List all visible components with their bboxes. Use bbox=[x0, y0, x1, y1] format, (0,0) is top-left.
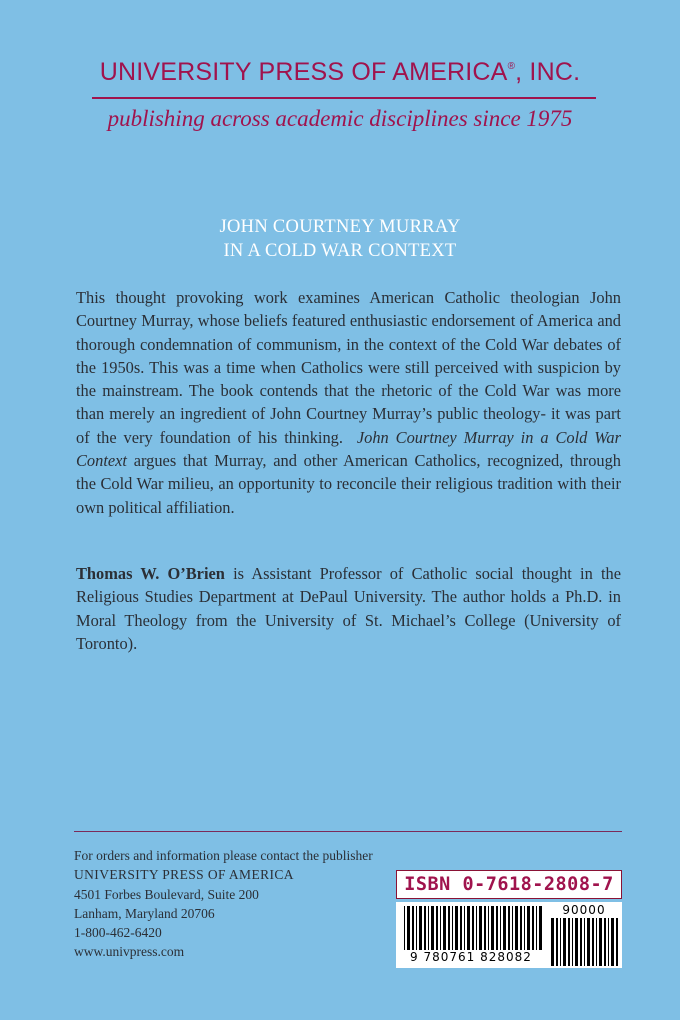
barcode-bar bbox=[428, 906, 429, 950]
barcode-bar bbox=[587, 918, 590, 966]
barcode-bar bbox=[484, 906, 486, 950]
barcode-bar bbox=[608, 918, 609, 966]
barcode-bar bbox=[551, 918, 554, 966]
barcode-bar bbox=[584, 918, 585, 966]
barcode-bar bbox=[524, 906, 525, 950]
barcode-bar bbox=[560, 918, 561, 966]
barcode-bar bbox=[440, 906, 441, 950]
barcode-bar bbox=[536, 906, 537, 950]
barcode-bar bbox=[508, 906, 510, 950]
barcode-bar bbox=[563, 918, 566, 966]
orders-address2: Lanham, Maryland 20706 bbox=[74, 905, 215, 921]
barcode-bar bbox=[575, 918, 578, 966]
barcode-bar bbox=[476, 906, 477, 950]
barcode-bar bbox=[419, 906, 422, 950]
barcode-bar bbox=[572, 918, 573, 966]
barcode-bar bbox=[431, 906, 434, 950]
barcode-bar bbox=[616, 918, 618, 966]
barcode-bar bbox=[416, 906, 417, 950]
barcode-bar bbox=[464, 906, 465, 950]
author-name: Thomas W. O’Brien bbox=[76, 564, 225, 583]
description-part2: argues that Murray, and other American Catholics, recognized, through the Cold War milieu, an opportunity to reconcile their religious tradition with their own political affiliation. bbox=[76, 451, 621, 517]
barcode-bar bbox=[596, 918, 597, 966]
isbn-label: ISBN 0-7618-2808-7 bbox=[396, 870, 622, 899]
barcode-bar bbox=[592, 918, 594, 966]
publisher-divider bbox=[92, 97, 596, 99]
author-bio bbox=[76, 562, 621, 655]
barcode-bar bbox=[404, 906, 405, 950]
barcode-bar bbox=[503, 906, 506, 950]
barcode-bar bbox=[488, 906, 489, 950]
barcode-bar bbox=[479, 906, 482, 950]
barcode-bar bbox=[539, 906, 542, 950]
book-title bbox=[0, 215, 680, 263]
barcode-bar bbox=[467, 906, 470, 950]
barcode-bar bbox=[455, 906, 458, 950]
barcode-bar bbox=[599, 918, 602, 966]
barcode-addon: 90000 bbox=[562, 903, 606, 917]
barcode-bar bbox=[412, 906, 414, 950]
barcode-bar bbox=[568, 918, 570, 966]
barcode-bar bbox=[472, 906, 474, 950]
orders-website[interactable]: www.univpress.com bbox=[74, 944, 185, 960]
barcode-number: 9 780761 828082 bbox=[410, 950, 532, 964]
barcode-bar bbox=[460, 906, 462, 950]
barcode-bar bbox=[611, 918, 614, 966]
barcode bbox=[396, 902, 622, 968]
barcode-bar bbox=[604, 918, 606, 966]
barcode-bar bbox=[436, 906, 438, 950]
barcode-bar bbox=[491, 906, 494, 950]
orders-address1: 4501 Forbes Boulevard, Suite 200 bbox=[74, 886, 259, 902]
publisher-name: UNIVERSITY PRESS OF AMERICA®, INC. bbox=[99, 58, 581, 86]
orders-intro: For orders and information please contact the publisher bbox=[74, 848, 373, 863]
barcode-bar bbox=[580, 918, 582, 966]
author-bio-text: is Assistant Professor of Catholic social thought in the Religious Studies Department at DePaul University. The author holds a Ph.D. in Moral Theology from the University of St. Michael’s College (University of Toronto). bbox=[76, 564, 621, 653]
barcode-bar bbox=[448, 906, 450, 950]
book-description bbox=[76, 286, 621, 519]
barcode-bar bbox=[424, 906, 426, 950]
barcode-bar bbox=[532, 906, 534, 950]
orders-phone: 1-800-462-6420 bbox=[74, 925, 162, 941]
barcode-bar bbox=[496, 906, 498, 950]
barcode-bar bbox=[512, 906, 513, 950]
publisher-header bbox=[0, 58, 680, 87]
book-title-line2: IN A COLD WAR CONTEXT bbox=[223, 241, 457, 261]
description-italic-title: John Courtney Murray in a Cold War Context bbox=[76, 427, 621, 471]
barcode-bar bbox=[520, 906, 522, 950]
barcode-bar bbox=[500, 906, 501, 950]
orders-publisher-name: UNIVERSITY PRESS OF AMERICA bbox=[74, 867, 294, 883]
bottom-divider bbox=[74, 831, 622, 832]
orders-info bbox=[74, 846, 373, 962]
publisher-tagline: publishing across academic disciplines since 1975 bbox=[107, 106, 573, 131]
barcode-bar bbox=[443, 906, 446, 950]
description-part1: This thought provoking work examines American Catholic theologian John Courtney Murray, whose beliefs featured enthusiastic endorsement of America and thorough condemnation of communism, in the context of the Cold War debates of the 1950s. This was a time when Catholics were still perceived with suspicion by the mainstream. The book contends that the rhetoric of the Cold War was more than merely an ingredient of John Courtney Murray’s public theology- it was part of the very foundation of his thinking. bbox=[76, 288, 621, 447]
barcode-bar bbox=[407, 906, 410, 950]
barcode-bar bbox=[556, 918, 558, 966]
barcode-bar bbox=[527, 906, 530, 950]
barcode-bar bbox=[452, 906, 453, 950]
book-title-line1: JOHN COURTNEY MURRAY bbox=[219, 217, 461, 237]
barcode-bar bbox=[515, 906, 518, 950]
